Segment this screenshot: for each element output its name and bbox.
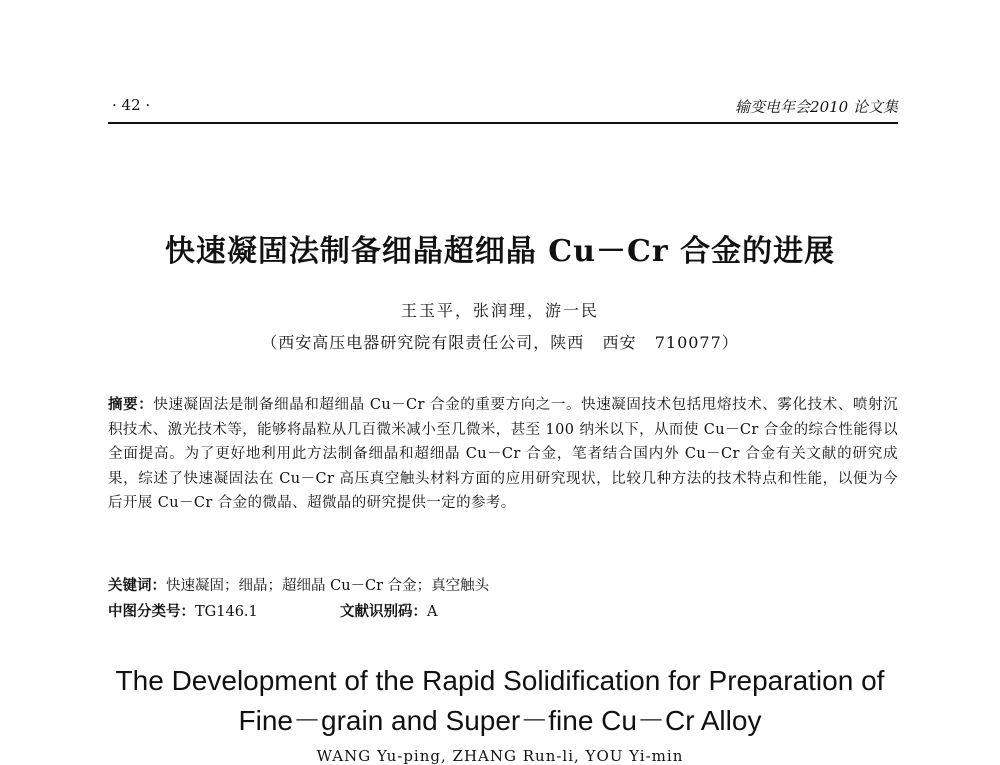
abstract — [108, 393, 898, 516]
title-english-line-1: The Development of the Rapid Solidification for Preparation of — [115, 665, 885, 696]
page-number: · 42 · — [112, 96, 151, 114]
abstract-text: 快速凝固法是制备细晶和超细晶 Cu－Cr 合金的重要方向之一。快速凝固技术包括甩熔技术、雾化技术、喷射沉积技术、激光技术等，能够将晶粒从几百微米减小至几微米，甚至 100 纳米以下，从而使 Cu－Cr 合金的综合性能得以全面提高。为了更好地利用此方法制备细晶和超细晶 Cu－Cr 合金，笔者结合国内外 Cu－Cr 合金有关文献的研究成果，综述了快速凝固法在 Cu－Cr 高压真空触头材料方面的应用研究现状，比较几种方法的技术特点和性能，以便为今后开展 Cu－Cr 合金的微晶、超微晶的研究提供一定的参考。 — [108, 397, 898, 512]
paper-title-english — [0, 661, 1000, 741]
document-code-value: A — [427, 604, 438, 620]
classification-number — [108, 600, 258, 621]
document-code — [340, 600, 437, 621]
journal-name: 输变电年会2010 论文集 — [735, 98, 898, 116]
title-english-line-2: Fine－grain and Super－fine Cu－Cr Alloy — [238, 705, 762, 736]
page-header — [108, 96, 898, 124]
keywords-text: 快速凝固；细晶；超细晶 Cu－Cr 合金；真空触头 — [166, 578, 490, 594]
classification-label: 中图分类号： — [108, 604, 195, 620]
classification-value: TG146.1 — [195, 604, 258, 620]
document-code-label: 文献识别码： — [340, 604, 427, 620]
paper-title-chinese: 快速凝固法制备细晶超细晶 Cu－Cr 合金的进展 — [164, 234, 836, 269]
keywords — [108, 574, 489, 595]
authors-chinese: 王玉平，张润理，游一民 — [400, 301, 599, 320]
affiliation-chinese: （西安高压电器研究院有限责任公司，陕西 西安 710077） — [261, 333, 739, 352]
abstract-label: 摘要： — [108, 397, 154, 413]
keywords-label: 关键词： — [108, 578, 166, 594]
authors-english: WANG Yu-ping, ZHANG Run-li, YOU Yi-min — [316, 747, 684, 765]
